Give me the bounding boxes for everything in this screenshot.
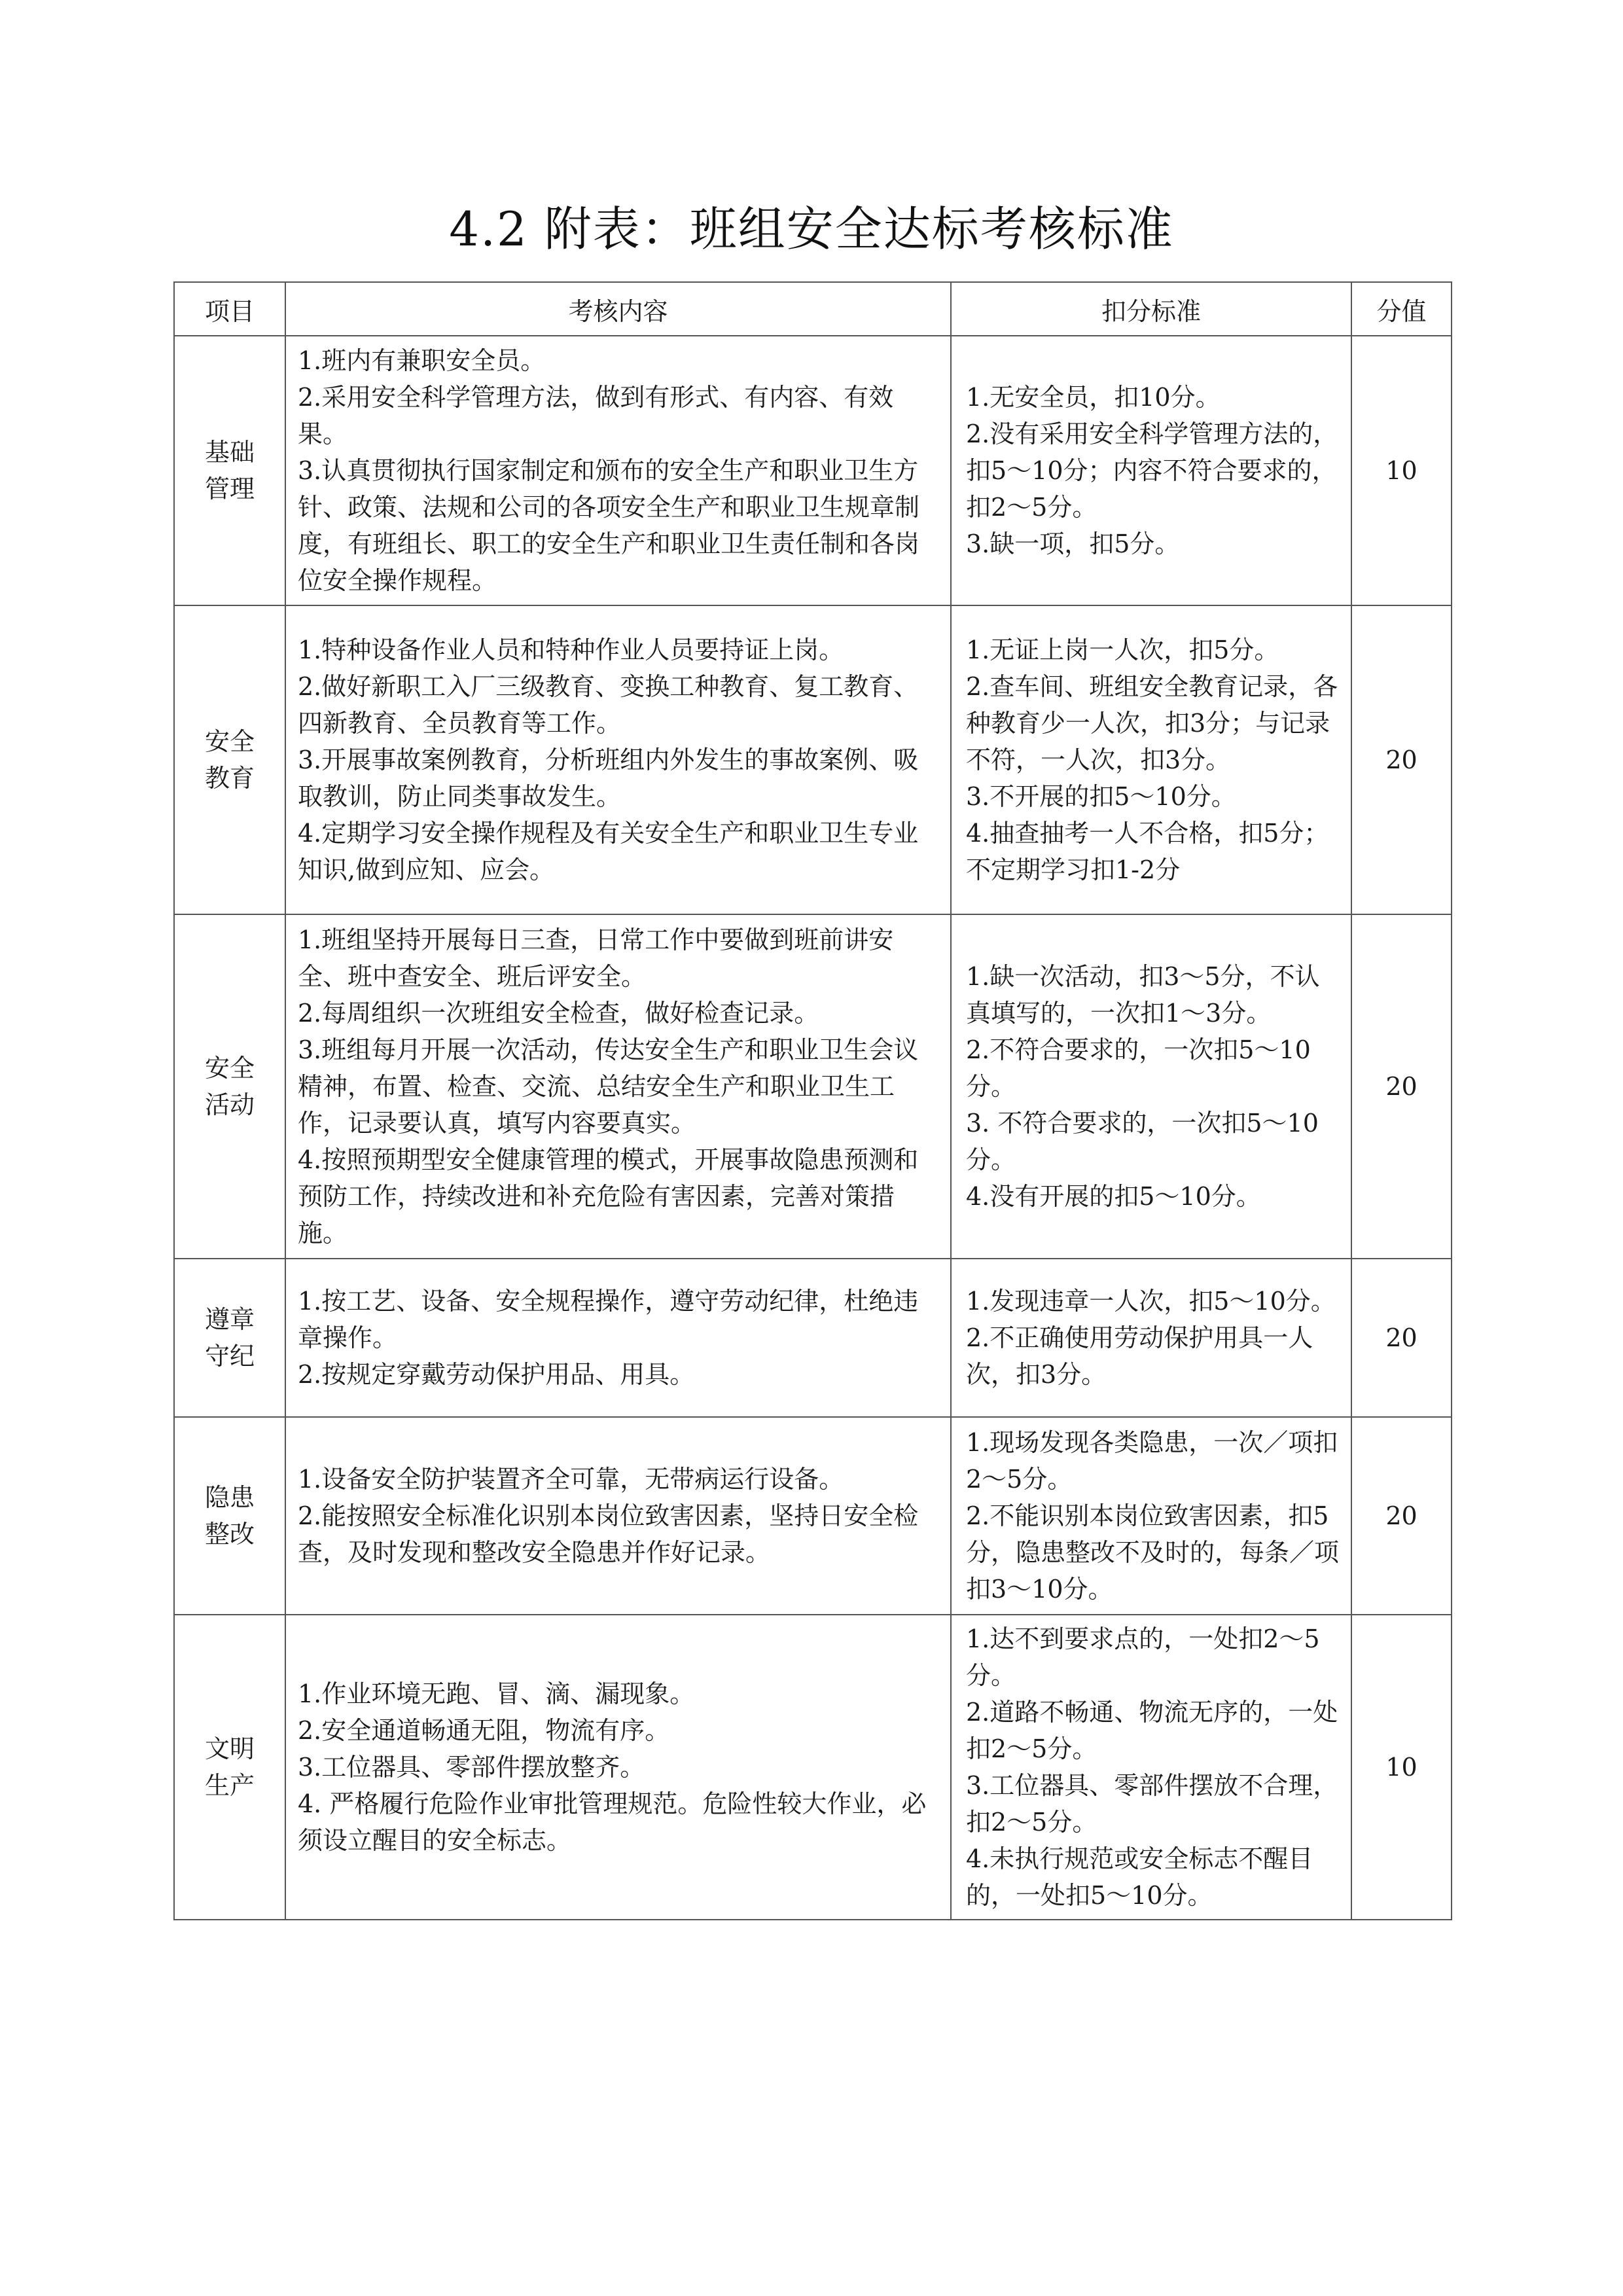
item-label-line: 守纪 <box>204 1342 255 1371</box>
deduction-line: 4.没有开展的扣5～10分。 <box>966 1182 1261 1211</box>
deduction-line: 2.不符合要求的，一次扣5～10分。 <box>966 1035 1311 1101</box>
item-cell <box>174 914 285 1259</box>
deduction-cell <box>951 1259 1351 1417</box>
item-label-line: 管理 <box>204 475 255 503</box>
content-line: 1.班内有兼职安全员。 <box>298 346 546 375</box>
deduction-line: 2.不正确使用劳动保护用具一人次，扣3分。 <box>966 1323 1313 1389</box>
content-cell <box>285 1417 951 1615</box>
item-label-line: 隐患 <box>204 1483 255 1512</box>
deduction-line: 3.不开展的扣5～10分。 <box>966 782 1236 811</box>
content-cell <box>285 605 951 914</box>
content-line: 3.工位器具、零部件摆放整齐。 <box>298 1753 645 1782</box>
score-cell: 20 <box>1351 1417 1452 1615</box>
content-line: 2.每周组织一次班组安全检查，做好检查记录。 <box>298 999 819 1028</box>
table-row <box>174 1417 1452 1615</box>
item-cell <box>174 1615 285 1920</box>
item-cell <box>174 605 285 914</box>
deduction-line: 1.缺一次活动，扣3～5分，不认真填写的，一次扣1～3分。 <box>966 962 1320 1028</box>
header-score: 分值 <box>1351 282 1452 336</box>
content-line: 1.设备安全防护装置齐全可靠，无带病运行设备。 <box>298 1465 844 1494</box>
header-deduction: 扣分标准 <box>951 282 1351 336</box>
content-line: 4.定期学习安全操作规程及有关安全生产和职业卫生专业知识,做到应知、应会。 <box>298 819 919 884</box>
item-cell <box>174 1417 285 1615</box>
deduction-line: 1.现场发现各类隐患，一次／项扣2～5分。 <box>966 1428 1338 1494</box>
content-line: 3.班组每月开展一次活动，传达安全生产和职业卫生会议精神，布置、检查、交流、总结安全生产和职业卫生工作，记录要认真，填写内容要真实。 <box>298 1035 919 1138</box>
deduction-line: 1.无安全员，扣10分。 <box>966 383 1221 412</box>
deduction-line: 3.工位器具、零部件摆放不合理，扣2～5分。 <box>966 1771 1338 1837</box>
deduction-line: 2.查车间、班组安全教育记录，各种教育少一人次，扣3分；与记录不符，一人次，扣3分。 <box>966 672 1338 774</box>
table-row <box>174 1259 1452 1417</box>
content-line: 2.采用安全科学管理方法，做到有形式、有内容、有效果。 <box>298 383 894 448</box>
content-line: 4.按照预期型安全健康管理的模式，开展事故隐患预测和预防工作，持续改进和补充危险有害因素，完善对策措施。 <box>298 1145 919 1247</box>
item-label-line: 基础 <box>204 438 255 467</box>
content-line: 2.按规定穿戴劳动保护用品、用具。 <box>298 1360 695 1389</box>
deduction-line: 3. 不符合要求的，一次扣5～10分。 <box>966 1109 1319 1174</box>
deduction-line: 4.抽查抽考一人不合格，扣5分；不定期学习扣1-2分 <box>966 819 1329 884</box>
content-line: 1.作业环境无跑、冒、滴、漏现象。 <box>298 1679 695 1708</box>
header-item: 项目 <box>174 282 285 336</box>
deduction-line: 4.未执行规范或安全标志不醒目的，一处扣5～10分。 <box>966 1844 1313 1910</box>
deduction-cell <box>951 605 1351 914</box>
item-label-line: 活动 <box>204 1090 255 1119</box>
deduction-line: 2.道路不畅通、物流无序的，一处扣2～5分。 <box>966 1698 1338 1763</box>
content-cell <box>285 336 951 605</box>
page-title: 4.2 附表：班组安全达标考核标准 <box>449 202 1174 257</box>
deduction-line: 1.无证上岗一人次，扣5分。 <box>966 636 1279 664</box>
assessment-table <box>173 281 1452 1920</box>
table-row <box>174 914 1452 1259</box>
item-label-line: 整改 <box>204 1520 255 1549</box>
header-content: 考核内容 <box>285 282 951 336</box>
table-row <box>174 605 1452 914</box>
table-header-row <box>174 282 1452 336</box>
item-label-line: 安全 <box>204 1054 255 1083</box>
table-row <box>174 1615 1452 1920</box>
content-line: 4. 严格履行危险作业审批管理规范。危险性较大作业，必须设立醒目的安全标志。 <box>298 1789 927 1855</box>
content-cell <box>285 914 951 1259</box>
content-line: 1.按工艺、设备、安全规程操作，遵守劳动纪律，杜绝违章操作。 <box>298 1287 919 1352</box>
deduction-cell <box>951 1417 1351 1615</box>
content-line: 3.开展事故案例教育，分析班组内外发生的事故案例、吸取教训，防止同类事故发生。 <box>298 745 919 811</box>
item-label-line: 生产 <box>204 1771 255 1800</box>
score-cell: 10 <box>1351 336 1452 605</box>
score-cell: 10 <box>1351 1615 1452 1920</box>
content-cell <box>285 1259 951 1417</box>
deduction-line: 1.达不到要求点的，一处扣2～5分。 <box>966 1624 1320 1690</box>
score-cell: 20 <box>1351 605 1452 914</box>
score-cell: 20 <box>1351 914 1452 1259</box>
content-line: 1.特种设备作业人员和特种作业人员要持证上岗。 <box>298 636 844 664</box>
item-label-line: 遵章 <box>204 1305 255 1334</box>
item-label-line: 安全 <box>204 727 255 756</box>
content-line: 2.能按照安全标准化识别本岗位致害因素，坚持日安全检查，及时发现和整改安全隐患并作好记录。 <box>298 1501 919 1567</box>
content-line: 3.认真贯彻执行国家制定和颁布的安全生产和职业卫生方针、政策、法规和公司的各项安全生产和职业卫生规章制度，有班组长、职工的安全生产和职业卫生责任制和各岗位安全操作规程。 <box>298 456 920 595</box>
content-line: 2.做好新职工入厂三级教育、变换工种教育、复工教育、四新教育、全员教育等工作。 <box>298 672 919 738</box>
deduction-cell <box>951 1615 1351 1920</box>
deduction-line: 2.没有采用安全科学管理方法的，扣5～10分；内容不符合要求的，扣2～5分。 <box>966 420 1338 522</box>
item-label-line: 教育 <box>204 764 255 793</box>
item-label-line: 文明 <box>204 1734 255 1763</box>
table-row <box>174 336 1452 605</box>
item-cell <box>174 1259 285 1417</box>
score-cell: 20 <box>1351 1259 1452 1417</box>
deduction-cell <box>951 914 1351 1259</box>
deduction-line: 3.缺一项，扣5分。 <box>966 529 1180 558</box>
deduction-cell <box>951 336 1351 605</box>
item-cell <box>174 336 285 605</box>
content-line: 2.安全通道畅通无阻，物流有序。 <box>298 1716 670 1745</box>
deduction-line: 1.发现违章一人次，扣5～10分。 <box>966 1287 1336 1316</box>
deduction-line: 2.不能识别本岗位致害因素，扣5分，隐患整改不及时的，每条／项扣3～10分。 <box>966 1501 1340 1604</box>
content-line: 1.班组坚持开展每日三查，日常工作中要做到班前讲安全、班中查安全、班后评安全。 <box>298 925 894 991</box>
content-cell <box>285 1615 951 1920</box>
